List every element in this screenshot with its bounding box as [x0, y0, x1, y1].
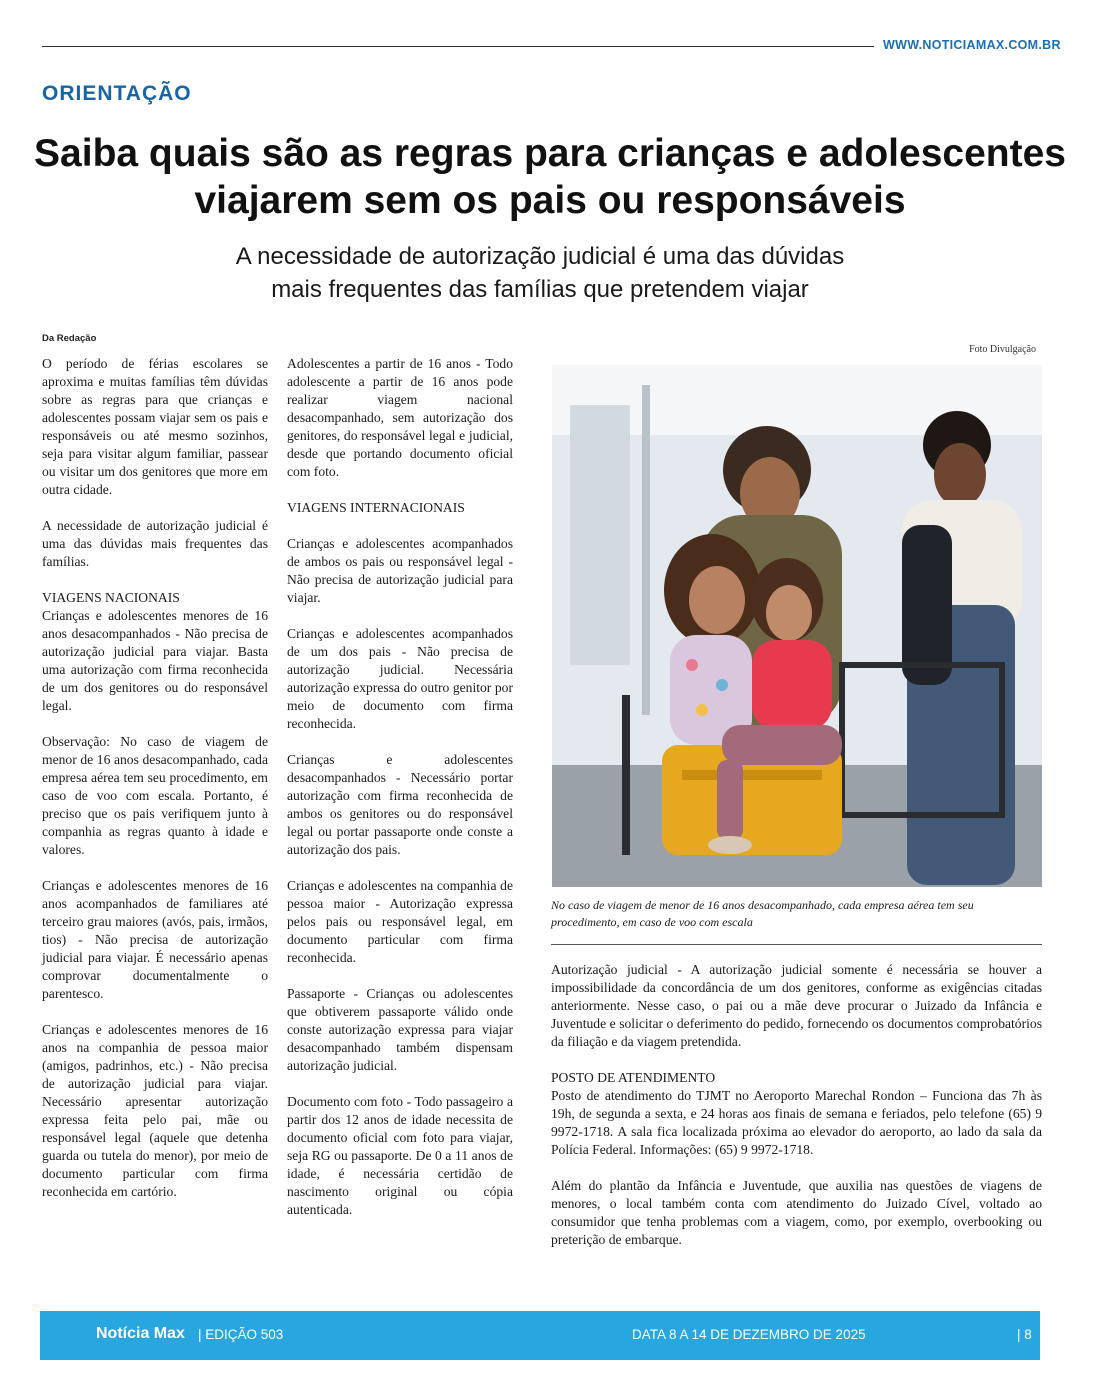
top-rule	[42, 46, 874, 47]
paragraph: Adolescentes a partir de 16 anos - Todo adolescente a partir de 16 anos pode realizar viagem nacional desacompanhado, sem autorização dos genitores, do responsável legal e judicial, desde que portando documento oficial com foto.	[287, 356, 513, 479]
headline-line-2: viajarem sem os pais ou responsáveis	[194, 179, 906, 222]
footer-edition: | EDIÇÃO 503	[198, 1327, 284, 1342]
text-column-2	[287, 355, 513, 1237]
site-url[interactable]: WWW.NOTICIAMAX.COM.BR	[883, 38, 1061, 52]
paragraph: Crianças e adolescentes menores de 16 anos acompanhados de familiares até terceiro grau maiores (avós, pais, irmãos, tios) - Não precisa de autorização judicial para viajar. É necessário apenas comprovar documentalmente o parentesco.	[42, 878, 268, 1001]
subheading: VIAGENS NACIONAIS	[42, 590, 180, 605]
footer-bar	[40, 1311, 1040, 1360]
paragraph: O período de férias escolares se aproxima e muitas famílias têm dúvidas sobre as regras para que crianças e adolescentes possam viajar sem os pais e responsáveis ou até mesmo sozinhos, seja para visitar algum familiar, passear ou visitar um dos genitores que more em outra cidade.	[42, 356, 268, 497]
footer-page-number: | 8	[1017, 1327, 1032, 1342]
paragraph: Além do plantão da Infância e Juventude, que auxilia nas questões de viagens de menores, o local também conta com atendimento do Juizado Cível, voltado ao consumidor que tenha problemas com a viagem, como, por exemplo, overbooking ou preterição de embarque.	[551, 1178, 1042, 1247]
text-column-1	[42, 355, 268, 1219]
subhead-line-2: mais frequentes das famílias que pretendem viajar	[271, 276, 809, 303]
paragraph: A necessidade de autorização judicial é uma das dúvidas mais frequentes das famílias.	[42, 518, 268, 569]
paragraph: Crianças e adolescentes desacompanhados - Necessário portar autorização com firma reconhecida de ambos os genitores ou do responsável legal ou portar passaporte onde conste a autorização dos pais.	[287, 752, 513, 857]
article-photo	[552, 365, 1042, 887]
text-column-3	[551, 961, 1042, 1267]
paragraph: Autorização judicial - A autorização judicial somente é necessária se houver a impossibilidade da concordância de um dos genitores, conforme as exigências citadas anteriormente. Nesse caso, o pai ou a mãe deve procurar o Juizado da Infância e Juventude e solicitar o deferimento do pedido, fornecendo os documentos comprobatórios da filiação e da viagem pretendida.	[551, 962, 1042, 1049]
subheadline	[180, 240, 900, 306]
headline	[30, 130, 1070, 224]
subhead-line-1: A necessidade de autorização judicial é uma das dúvidas	[235, 243, 845, 270]
paragraph: Observação: No caso de viagem de menor de 16 anos desacompanhado, cada empresa aérea tem seu procedimento, em caso de voo com escala. Portanto, é preciso que os pais verifiquem junto à companhia as regras quanto à idade e valores.	[42, 734, 268, 857]
family-photo-illustration	[552, 365, 1042, 887]
caption-divider	[551, 944, 1042, 945]
footer-date: DATA 8 A 14 DE DEZEMBRO DE 2025	[632, 1327, 866, 1342]
paragraph: Crianças e adolescentes acompanhados de um dos pais - Não precisa de autorização judicial. Necessária autorização expressa do outro genitor por meio de documento com firma reconhecida.	[287, 626, 513, 731]
paragraph: Documento com foto - Todo passageiro a partir dos 12 anos de idade necessita de documento oficial com foto para viajar, seja RG ou passaporte. De 0 a 11 anos de idade, é necessária certidão de nascimento original ou cópia autenticada.	[287, 1094, 513, 1217]
photo-caption: No caso de viagem de menor de 16 anos desacompanhado, cada empresa aérea tem seu procedimento, em caso de voo com escala	[551, 898, 974, 929]
paragraph: Crianças e adolescentes menores de 16 anos desacompanhados - Não precisa de autorização judicial para viajar. Basta uma autorização com firma reconhecida de um dos genitores ou do responsável legal.	[42, 608, 268, 713]
paragraph: Posto de atendimento do TJMT no Aeroporto Marechal Rondon – Funciona das 7h às 19h, de segunda a sexta, e 24 horas aos finais de semana e feriados, pelo telefone (65) 9 9972-1718. A sala fica localizada próxima ao elevador do aeroporto, ao lado da sala da Polícia Federal. Informações: (65) 9 9972-1718.	[551, 1088, 1042, 1157]
footer-brand: Notícia Max	[96, 1325, 185, 1342]
headline-line-1: Saiba quais são as regras para crianças e adolescentes	[34, 132, 1066, 175]
paragraph: Crianças e adolescentes menores de 16 anos na companhia de pessoa maior (amigos, padrinhos, etc.) - Não precisa de autorização judicial para viajar. Necessário apresentar autorização expressa feita pelo pai, mãe ou responsável legal (aquele que detenha guarda ou tutela do menor), por meio de documento particular com firma reconhecida em cartório.	[42, 1022, 268, 1199]
paragraph: Crianças e adolescentes na companhia de pessoa maior - Autorização expressa pelos pais ou responsável legal, em documento particular com firma reconhecida.	[287, 878, 513, 965]
paragraph: Passaporte - Crianças ou adolescentes que obtiverem passaporte válido onde conste autorização expressa para viajar desacompanhado também dispensam autorização judicial.	[287, 986, 513, 1073]
paragraph: Crianças e adolescentes acompanhados de ambos os pais ou responsável legal - Não precisa de autorização judicial para viajar.	[287, 536, 513, 605]
section-label: ORIENTAÇÃO	[42, 82, 192, 105]
subheading: POSTO DE ATENDIMENTO	[551, 1070, 716, 1085]
subheading: VIAGENS INTERNACIONAIS	[287, 500, 465, 515]
photo-credit: Foto Divulgação	[969, 344, 1036, 355]
byline: Da Redação	[42, 333, 97, 344]
